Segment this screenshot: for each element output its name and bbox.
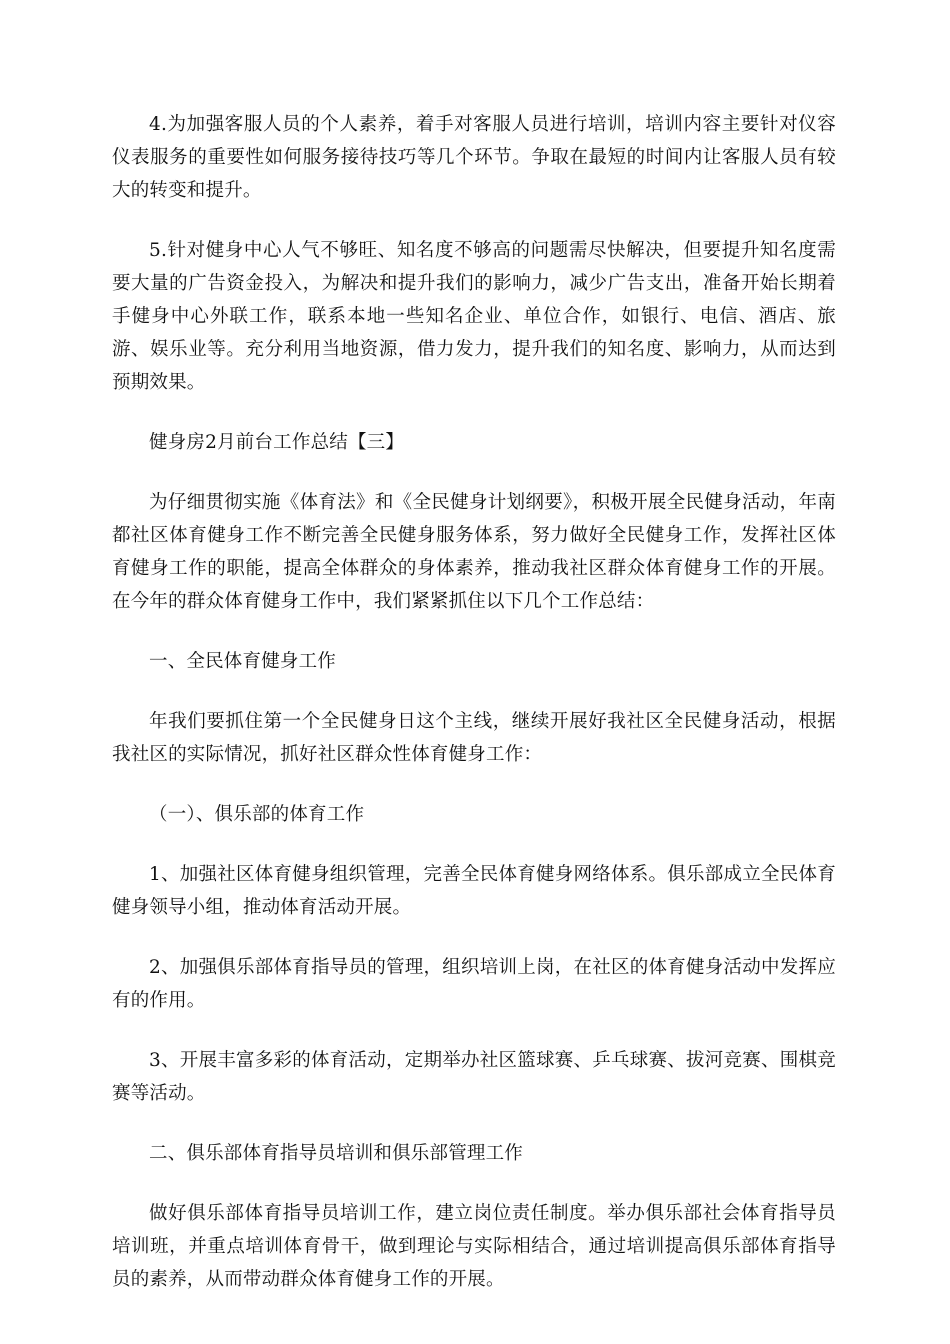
paragraph-item-4: 4.为加强客服人员的个人素养，着手对客服人员进行培训，培训内容主要针对仪容仪表服务的重要性如何服务接待技巧等几个环节。争取在最短的时间内让客服人员有较大的转变和提升。	[112, 114, 836, 201]
list-item-3: 3、开展丰富多彩的体育活动，定期举办社区篮球赛、乒乓球赛、拔河竞赛、围棋竞赛等活动。	[112, 1050, 836, 1104]
list-item-1: 1、加强社区体育健身组织管理，完善全民体育健身网络体系。俱乐部成立全民体育健身领导小组，推动体育活动开展。	[112, 864, 836, 918]
section-heading-2: 二、俱乐部体育指导员培训和俱乐部管理工作	[149, 1143, 524, 1164]
document-page	[112, 108, 836, 1323]
section-heading-1: 一、全民体育健身工作	[149, 651, 337, 672]
intro-paragraph: 为仔细贯彻实施《体育法》和《全民健身计划纲要》，积极开展全民健身活动，年南都社区体育健身工作不断完善全民健身服务体系，努力做好全民健身工作，发挥社区体育健身工作的职能，提高全体群众的身体素养，推动我社区群众体育健身工作的开展。在今年的群众体育健身工作中，我们紧紧抓住以下几个工作总结：	[112, 492, 836, 612]
section-title: 健身房2月前台工作总结【三】	[149, 432, 405, 453]
list-item-2: 2、加强俱乐部体育指导员的管理，组织培训上岗，在社区的体育健身活动中发挥应有的作用。	[112, 957, 836, 1011]
section-1-paragraph: 年我们要抓住第一个全民健身日这个主线，继续开展好我社区全民健身活动，根据我社区的实际情况，抓好社区群众性体育健身工作：	[112, 711, 836, 765]
subsection-heading-1: （一）、俱乐部的体育工作	[149, 804, 365, 825]
section-2-paragraph: 做好俱乐部体育指导员培训工作，建立岗位责任制度。举办俱乐部社会体育指导员培训班，并重点培训体育骨干，做到理论与实际相结合，通过培训提高俱乐部体育指导员的素养，从而带动群众体育健身工作的开展。	[112, 1203, 836, 1290]
paragraph-item-5: 5.针对健身中心人气不够旺、知名度不够高的问题需尽快解决，但要提升知名度需要大量的广告资金投入，为解决和提升我们的影响力，减少广告支出，准备开始长期着手健身中心外联工作，联系本地一些知名企业、单位合作，如银行、电信、酒店、旅游、娱乐业等。充分利用当地资源，借力发力，提升我们的知名度、影响力，从而达到预期效果。	[112, 240, 836, 393]
